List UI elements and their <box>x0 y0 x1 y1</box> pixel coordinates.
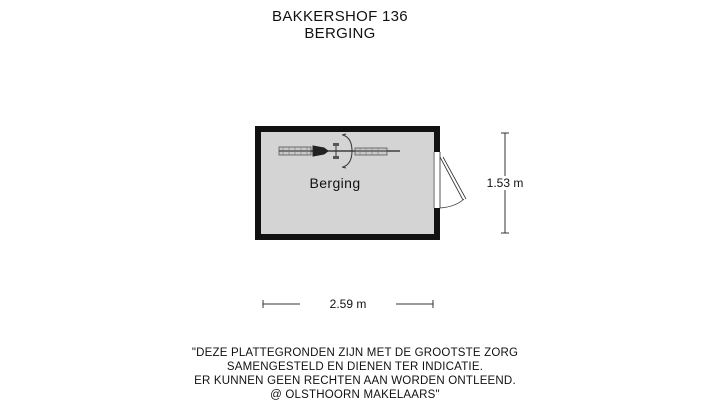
door-swing-icon <box>440 157 466 208</box>
disclaimer-line-2: SAMENGESTELD EN DIENEN TER INDICATIE. <box>226 361 484 373</box>
disclaimer-line-3: ER KUNNEN GEEN RECHTEN AAN WORDEN ONTLEEND. <box>194 375 516 387</box>
disclaimer-line-1: "DEZE PLATTEGRONDEN ZIJN MET DE GROOTSTE ZORG <box>191 347 519 359</box>
disclaimer-line-4: @ OLSTHOORN MAKELAARS" <box>270 389 440 401</box>
plan-title: BAKKERSHOF 136 <box>272 8 408 25</box>
width-dimension-label: 2.59 m <box>300 297 396 311</box>
plan-subtitle: BERGING <box>304 25 376 42</box>
room-label: Berging <box>309 175 361 191</box>
height-dimension-label: 1.53 m <box>480 176 530 190</box>
